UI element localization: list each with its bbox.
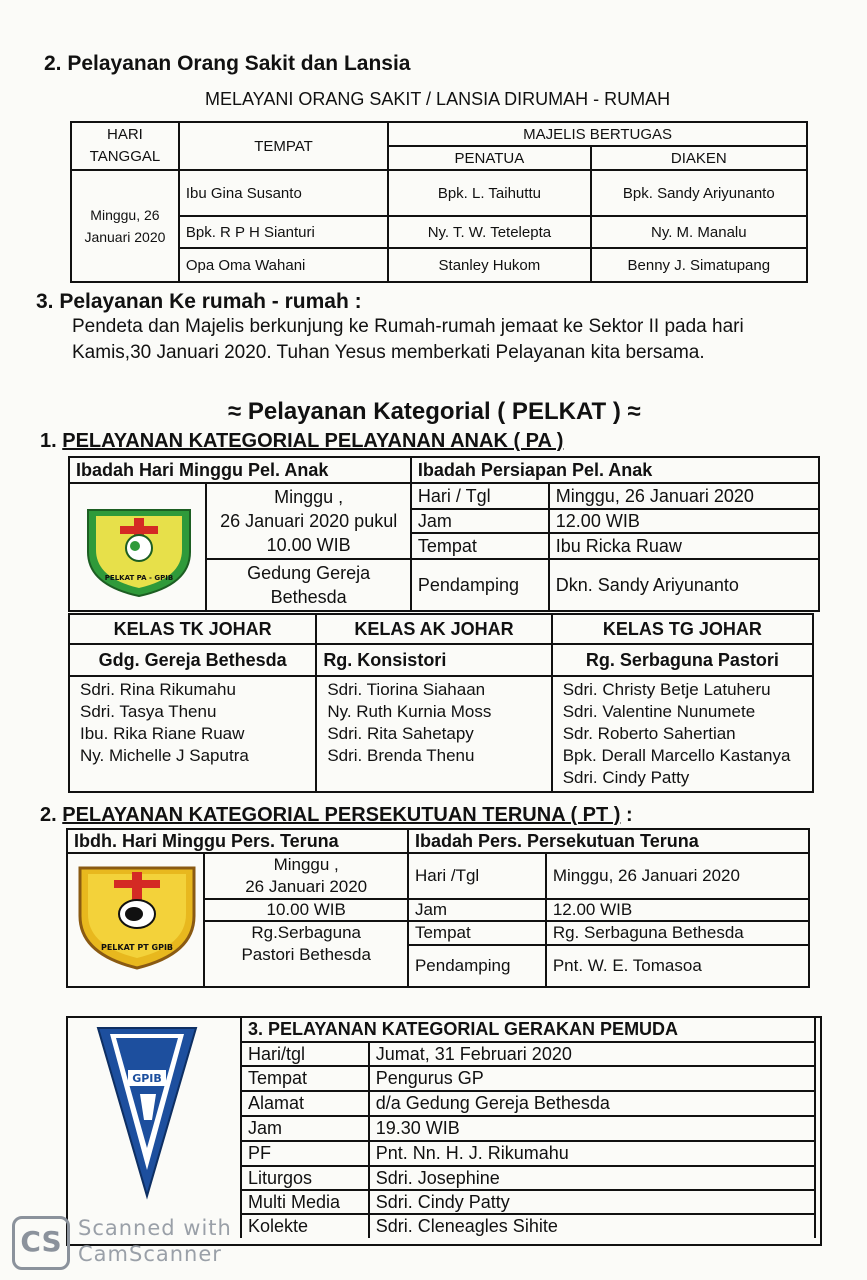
gpib-gp-logo-icon — [92, 1024, 202, 1200]
pt-label: Hari /Tgl — [408, 853, 546, 899]
pt-right-title: Ibadah Pers. Persekutuan Teruna — [408, 829, 809, 853]
pelkat-pt-logo-icon — [72, 858, 202, 972]
tempat-cell: Bpk. R P H Sianturi — [179, 216, 388, 248]
penatua-cell: Stanley Hukom — [388, 248, 590, 282]
pa-label: Hari / Tgl — [411, 483, 549, 509]
kelas-title: KELAS AK JOHAR — [316, 614, 551, 644]
diaken-cell: Ny. M. Manalu — [591, 216, 807, 248]
pa-logo-text: PELKAT PA - GPIB — [104, 574, 174, 582]
watermark-line2: CamScanner — [78, 1242, 222, 1266]
gp-label: Tempat — [241, 1066, 369, 1091]
diaken-cell: Benny J. Simatupang — [591, 248, 807, 282]
gp-label: Multi Media — [241, 1190, 369, 1214]
pt-label: Pendamping — [408, 945, 546, 987]
pt-value: Pnt. W. E. Tomasoa — [546, 945, 809, 987]
kelas-names — [316, 676, 551, 792]
pt-minggu-cell: Minggu , 26 Januari 2020 — [204, 853, 408, 899]
kelas-names — [552, 676, 813, 792]
table-gp — [240, 1018, 816, 1238]
section-heading-kerumah: 3. Pelayanan Ke rumah - rumah : — [36, 290, 362, 313]
pt-heading: 2. PELAYANAN KATEGORIAL PERSEKUTUAN TERUNA ( PT ) : — [40, 804, 633, 826]
list-item: Sdri. Tasya Thenu — [80, 702, 217, 721]
pt-value: Minggu, 26 Januari 2020 — [546, 853, 809, 899]
list-item: Ibu. Rika Riane Ruaw — [80, 724, 245, 743]
pt-logo-text: PELKAT PT GPIB — [100, 943, 174, 952]
gp-value: Pnt. Nn. H. J. Rikumahu — [369, 1141, 815, 1166]
kelas-place: Rg. Konsistori — [316, 644, 551, 676]
gp-value: 19.30 WIB — [369, 1116, 815, 1141]
kelas-title: KELAS TG JOHAR — [552, 614, 813, 644]
gp-value: Sdri. Cleneagles Sihite — [369, 1214, 815, 1238]
table-orang-sakit — [70, 121, 808, 283]
pt-value: Rg. Serbaguna Bethesda — [546, 921, 809, 945]
pa-right-title: Ibadah Persiapan Pel. Anak — [411, 457, 819, 483]
header-diaken: DIAKEN — [591, 146, 807, 170]
gp-label: Jam — [241, 1116, 369, 1141]
pt-label: Jam — [408, 899, 546, 921]
pt-left-title: Ibdh. Hari Minggu Pers. Teruna — [67, 829, 408, 853]
pa-minggu-cell: Minggu , 26 Januari 2020 pukul 10.00 WIB — [206, 483, 410, 559]
list-item: Ny. Ruth Kurnia Moss — [327, 702, 492, 721]
gp-label: Alamat — [241, 1091, 369, 1116]
list-item: Sdr. Roberto Sahertian — [562, 724, 736, 743]
list-item: Sdri. Rita Sahetapy — [327, 724, 474, 743]
table-pa-kelas — [68, 613, 814, 793]
list-item: Bpk. Derall Marcello Kastanya — [562, 746, 791, 765]
kerumah-paragraph — [72, 314, 744, 366]
watermark-line1: Scanned with — [78, 1216, 232, 1240]
pa-value: 12.00 WIB — [549, 509, 819, 533]
pelkat-title: ≈ Pelayanan Kategorial ( PELKAT ) ≈ — [228, 398, 641, 425]
pa-value: Dkn. Sandy Ariyunanto — [549, 559, 819, 611]
penatua-cell: Bpk. L. Taihuttu — [388, 170, 590, 216]
paragraph-line: Kamis,30 Januari 2020. Tuhan Yesus memberkati Pelayanan kita bersama. — [72, 342, 705, 363]
kelas-names — [69, 676, 316, 792]
gp-value: Jumat, 31 Februari 2020 — [369, 1042, 815, 1066]
kelas-title: KELAS TK JOHAR — [69, 614, 316, 644]
tempat-cell: Opa Oma Wahani — [179, 248, 388, 282]
section-subheading: MELAYANI ORANG SAKIT / LANSIA DIRUMAH - RUMAH — [205, 89, 671, 109]
pelkat-pa-logo-icon — [80, 500, 198, 600]
list-item: Ny. Michelle J Saputra — [80, 746, 249, 765]
list-item: Sdri. Rina Rikumahu — [80, 680, 236, 699]
pa-label: Tempat — [411, 533, 549, 559]
pt-label: Tempat — [408, 921, 546, 945]
penatua-cell: Ny. T. W. Tetelepta — [388, 216, 590, 248]
gp-heading: 3. PELAYANAN KATEGORIAL GERAKAN PEMUDA — [241, 1018, 815, 1042]
list-item: Sdri. Brenda Thenu — [327, 746, 475, 765]
list-item: Sdri. Cindy Patty — [562, 768, 690, 787]
list-item: Sdri. Christy Betje Latuheru — [562, 680, 771, 699]
header-penatua: PENATUA — [388, 146, 590, 170]
gp-value: Sdri. Josephine — [369, 1166, 815, 1190]
pa-left-title: Ibadah Hari Minggu Pel. Anak — [69, 457, 411, 483]
pa-gedung-cell: Gedung Gereja Bethesda — [206, 559, 410, 611]
gp-label: Liturgos — [241, 1166, 369, 1190]
header-tempat: TEMPAT — [179, 122, 388, 170]
gp-label: Kolekte — [241, 1214, 369, 1238]
gp-label: PF — [241, 1141, 369, 1166]
pa-heading: 1. PELAYANAN KATEGORIAL PELAYANAN ANAK ( PA ) — [40, 430, 564, 452]
gp-value: Sdri. Cindy Patty — [369, 1190, 815, 1214]
list-item: Sdri. Valentine Nunumete — [562, 702, 756, 721]
pt-place-cell: Rg.Serbaguna Pastori Bethesda — [204, 921, 408, 987]
tempat-cell: Ibu Gina Susanto — [179, 170, 388, 216]
gp-value: d/a Gedung Gereja Bethesda — [369, 1091, 815, 1116]
pt-jam-cell: 10.00 WIB — [204, 899, 408, 921]
pa-label: Pendamping — [411, 559, 549, 611]
gp-label: Hari/tgl — [241, 1042, 369, 1066]
camscanner-logo-icon: CS — [12, 1216, 70, 1270]
gp-value: Pengurus GP — [369, 1066, 815, 1091]
kelas-place: Rg. Serbaguna Pastori — [552, 644, 813, 676]
list-item: Sdri. Tiorina Siahaan — [327, 680, 486, 699]
kelas-place: Gdg. Gereja Bethesda — [69, 644, 316, 676]
paragraph-line: Pendeta dan Majelis berkunjung ke Rumah-rumah jemaat ke Sektor II pada hari — [72, 316, 744, 337]
header-hari-tanggal: HARI TANGGAL — [71, 122, 179, 170]
pa-value: Ibu Ricka Ruaw — [549, 533, 819, 559]
header-majelis: MAJELIS BERTUGAS — [388, 122, 807, 146]
pa-value: Minggu, 26 Januari 2020 — [549, 483, 819, 509]
pa-label: Jam — [411, 509, 549, 533]
diaken-cell: Bpk. Sandy Ariyunanto — [591, 170, 807, 216]
section-heading-orang-sakit: 2. Pelayanan Orang Sakit dan Lansia — [44, 52, 411, 75]
gp-logo-text: GPIB — [132, 1072, 162, 1085]
pt-value: 12.00 WIB — [546, 899, 809, 921]
date-cell: Minggu, 26 Januari 2020 — [71, 170, 179, 282]
